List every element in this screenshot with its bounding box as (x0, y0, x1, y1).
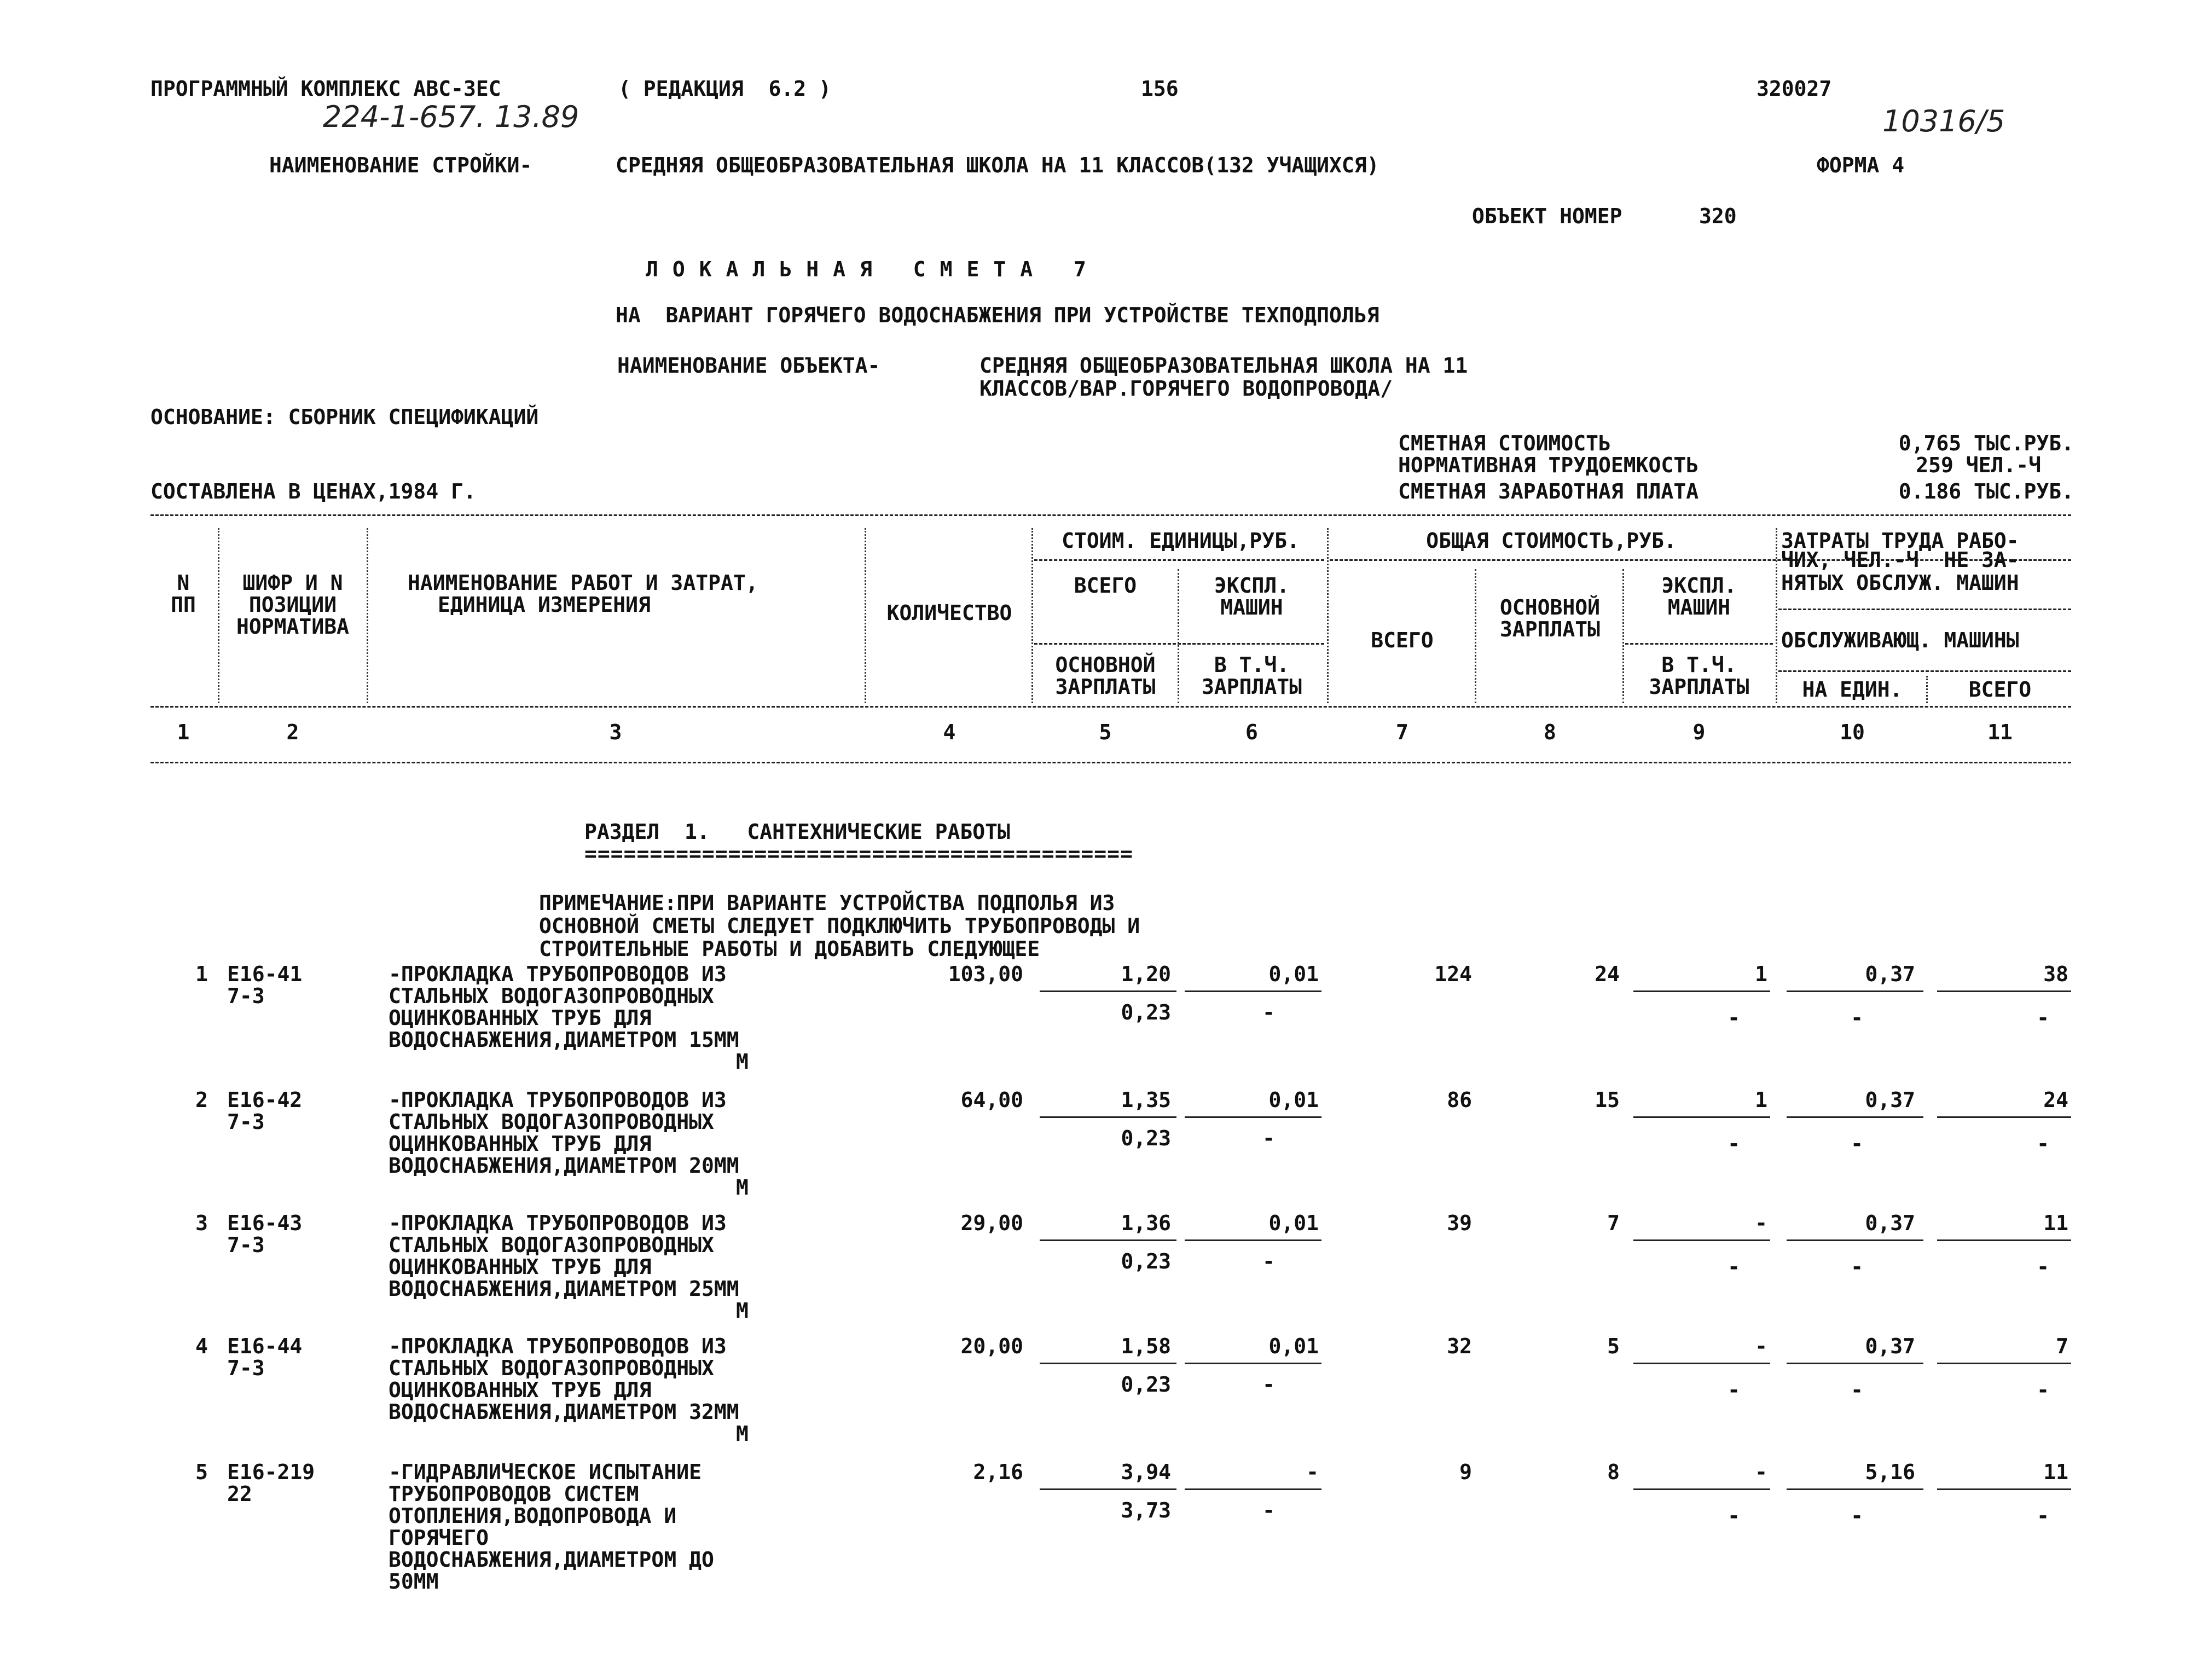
header-rule (1034, 643, 1324, 645)
row-description: ВОДОСНАБЖЕНИЯ,ДИАМЕТРОМ 32ММ (389, 1400, 739, 1424)
column-separator (218, 528, 219, 703)
row-service-total: - (2037, 1132, 2049, 1156)
row-description: ВОДОСНАБЖЕНИЯ,ДИАМЕТРОМ 25ММ (389, 1277, 739, 1301)
row-unit-total: 1,20 (1121, 962, 1171, 986)
row-service-total: - (2037, 1006, 2049, 1030)
row-description: ВОДОСНАБЖЕНИЯ,ДИАМЕТРОМ ДО (389, 1548, 714, 1572)
row-unit-wage: 0,23 (1121, 1126, 1171, 1150)
row-number: 4 (195, 1334, 208, 1358)
note-line: ОСНОВНОЙ СМЕТЫ СЛЕДУЕТ ПОДКЛЮЧИТЬ ТРУБОПРОВОДЫ И (539, 914, 1140, 938)
row-total-incl: - (1728, 1132, 1740, 1156)
summary-value: 259 ЧЕЛ.-Ч (1916, 453, 2041, 477)
construction-label: НАИМЕНОВАНИЕ СТРОЙКИ- (269, 153, 532, 177)
row-labor-unit: 0,37 (1865, 1334, 1915, 1358)
row-labor-unit: 5,16 (1865, 1460, 1915, 1484)
row-description: -ГИДРАВЛИЧЕСКОЕ ИСПЫТАНИЕ (389, 1460, 702, 1484)
row-total-wage: 5 (1607, 1334, 1620, 1358)
section-title: РАЗДЕЛ 1. САНТЕХНИЧЕСКИЕ РАБОТЫ (584, 820, 1010, 844)
fraction-rule (1787, 1488, 1923, 1490)
object-number: 320 (1699, 204, 1737, 228)
fraction-rule (1040, 1363, 1176, 1364)
fraction-rule (1185, 1239, 1321, 1241)
row-description: СТАЛЬНЫХ ВОДОГАЗОПРОВОДНЫХ (389, 1233, 714, 1257)
row-number: 2 (195, 1088, 208, 1112)
row-description: ОЦИНКОВАННЫХ ТРУБ ДЛЯ (389, 1255, 652, 1279)
row-description: -ПРОКЛАДКА ТРУБОПРОВОДОВ ИЗ (389, 1088, 727, 1112)
row-total: 39 (1447, 1211, 1472, 1235)
header-rule (1778, 609, 2071, 610)
row-unit-total: 1,35 (1121, 1088, 1171, 1112)
row-total: 86 (1447, 1088, 1472, 1112)
fraction-rule (1787, 1116, 1923, 1118)
header-col4: КОЛИЧЕСТВО (886, 601, 1012, 625)
fraction-rule (1787, 1239, 1923, 1241)
column-number: 7 (1396, 720, 1408, 744)
row-unit-incl: - (1262, 1249, 1275, 1273)
row-total: 124 (1434, 962, 1472, 986)
handwritten-sheet-number: 10316/5 (1882, 104, 2005, 138)
header-col2: ПОЗИЦИИ (248, 593, 337, 617)
fraction-rule (1040, 1488, 1176, 1490)
column-separator (1622, 569, 1624, 703)
row-quantity: 29,00 (960, 1211, 1023, 1235)
fraction-rule (1787, 1363, 1923, 1364)
row-quantity: 2,16 (973, 1460, 1023, 1484)
column-separator (865, 528, 866, 703)
row-labor-total: 11 (2043, 1460, 2068, 1484)
header-rule (1625, 643, 1773, 645)
column-separator (1776, 528, 1777, 703)
row-unit-wage: 3,73 (1121, 1498, 1171, 1522)
header-labor-service: ОБСЛУЖИВАЮЩ. МАШИНЫ (1781, 628, 2019, 652)
header-total-all: ВСЕГО (1371, 628, 1434, 652)
form-number: ФОРМА 4 (1817, 153, 1905, 177)
header-col1: ПП (171, 593, 196, 617)
fraction-rule (1937, 1363, 2071, 1364)
row-service-unit: - (1851, 1132, 1863, 1156)
header-total-machines: ЭКСПЛ. (1661, 573, 1737, 598)
row-unit-machines: 0,01 (1268, 1334, 1319, 1358)
row-total-wage: 8 (1607, 1460, 1620, 1484)
header-labor: ЧИХ, ЧЕЛ.-Ч НЕ ЗА- (1781, 548, 2019, 572)
row-code: Е16-43 (227, 1211, 303, 1235)
row-service-unit: - (1851, 1504, 1863, 1528)
construction-name: СРЕДНЯЯ ОБЩЕОБРАЗОВАТЕЛЬНАЯ ШКОЛА НА 11 КЛАССОВ(132 УЧАЩИХСЯ) (616, 153, 1379, 177)
row-total-incl: - (1728, 1255, 1740, 1279)
row-service-unit: - (1851, 1255, 1863, 1279)
column-separator (1926, 676, 1928, 703)
header-rule (1778, 670, 2071, 672)
header-total-cost: ОБЩАЯ СТОИМОСТЬ,РУБ. (1426, 529, 1677, 553)
column-separator (1475, 569, 1476, 703)
fraction-rule (1185, 1488, 1321, 1490)
row-service-total: - (2037, 1255, 2049, 1279)
row-unit-incl: - (1262, 1498, 1275, 1522)
column-number: 3 (609, 720, 622, 744)
row-labor-total: 7 (2056, 1334, 2068, 1358)
section-underline: ========================================== (584, 842, 1133, 866)
header-rule (1034, 559, 1324, 561)
row-service-unit: - (1851, 1006, 1863, 1030)
header-unit-wage: ОСНОВНОЙ (1055, 653, 1156, 677)
row-description: М (736, 1175, 749, 1200)
header-col1: N (177, 571, 190, 595)
row-description: СТАЛЬНЫХ ВОДОГАЗОПРОВОДНЫХ (389, 984, 714, 1008)
row-description: М (736, 1050, 749, 1074)
fraction-rule (1937, 990, 2071, 992)
row-unit-machines: 0,01 (1268, 1088, 1319, 1112)
row-description: ВОДОСНАБЖЕНИЯ,ДИАМЕТРОМ 20ММ (389, 1154, 739, 1178)
column-number: 9 (1692, 720, 1706, 744)
row-unit-wage: 0,23 (1121, 1000, 1171, 1024)
column-number: 8 (1544, 720, 1556, 744)
row-labor-total: 24 (2043, 1088, 2068, 1112)
row-description: ОЦИНКОВАННЫХ ТРУБ ДЛЯ (389, 1006, 652, 1030)
row-total: 9 (1459, 1460, 1472, 1484)
table-top-rule (150, 514, 2071, 516)
row-labor-total: 38 (2043, 962, 2068, 986)
object-name-line1: СРЕДНЯЯ ОБЩЕОБРАЗОВАТЕЛЬНАЯ ШКОЛА НА 11 (979, 354, 1468, 378)
document-subtitle: НА ВАРИАНТ ГОРЯЧЕГО ВОДОСНАБЖЕНИЯ ПРИ УСТРОЙСТВЕ ТЕХПОДПОЛЬЯ (616, 303, 1379, 327)
row-description: -ПРОКЛАДКА ТРУБОПРОВОДОВ ИЗ (389, 1211, 727, 1235)
row-total-machines: - (1755, 1334, 1767, 1358)
row-unit-total: 1,36 (1121, 1211, 1171, 1235)
fraction-rule (1633, 1363, 1770, 1364)
row-service-total: - (2037, 1378, 2049, 1402)
fraction-rule (1633, 1488, 1770, 1490)
note-line: СТРОИТЕЛЬНЫЕ РАБОТЫ И ДОБАВИТЬ СЛЕДУЮЩЕЕ (539, 937, 1040, 961)
row-total: 32 (1447, 1334, 1472, 1358)
row-code-sub: 7-3 (227, 1233, 265, 1257)
table-header-rule (150, 706, 2071, 708)
header-unit-incl: В Т.Ч. (1214, 653, 1290, 677)
header-total-incl: В Т.Ч. (1661, 653, 1737, 677)
row-unit-machines: - (1306, 1460, 1319, 1484)
row-unit-total: 3,94 (1121, 1460, 1171, 1484)
summary-value: 0.186 ТЫС.РУБ. (1898, 479, 2074, 503)
row-labor-unit: 0,37 (1865, 1088, 1915, 1112)
header-labor: ЗАТРАТЫ ТРУДА РАБО- (1781, 529, 2019, 553)
prices-text: СОСТАВЛЕНА В ЦЕНАХ,1984 Г. (150, 479, 476, 503)
column-number: 10 (1840, 720, 1865, 744)
header-col3: ЕДИНИЦА ИЗМЕРЕНИЯ (438, 593, 651, 617)
basis-text: ОСНОВАНИЕ: СБОРНИК СПЕЦИФИКАЦИЙ (150, 405, 539, 429)
fraction-rule (1787, 990, 1923, 992)
row-total-machines: - (1755, 1460, 1767, 1484)
note-line: ПРИМЕЧАНИЕ:ПРИ ВАРИАНТЕ УСТРОЙСТВА ПОДПОЛЬЯ ИЗ (539, 891, 1115, 915)
page-number: 156 (1141, 77, 1179, 101)
document-code: 320027 (1757, 77, 1832, 101)
row-code: Е16-44 (227, 1334, 303, 1358)
row-total-wage: 15 (1595, 1088, 1620, 1112)
row-total-wage: 24 (1595, 962, 1620, 986)
column-separator (1031, 528, 1033, 703)
header-unit-machines: ЭКСПЛ. (1214, 573, 1290, 598)
row-description: ТРУБОПРОВОДОВ СИСТЕМ (389, 1482, 639, 1506)
row-total-incl: - (1728, 1006, 1740, 1030)
column-number: 2 (286, 720, 299, 744)
header-total-wage: ОСНОВНОЙ (1499, 595, 1601, 619)
row-description: -ПРОКЛАДКА ТРУБОПРОВОДОВ ИЗ (389, 1334, 727, 1358)
row-service-total: - (2037, 1504, 2049, 1528)
row-quantity: 103,00 (948, 962, 1023, 986)
row-total-wage: 7 (1607, 1211, 1620, 1235)
row-unit-incl: - (1262, 1126, 1275, 1150)
row-service-unit: - (1851, 1378, 1863, 1402)
row-total-incl: - (1728, 1378, 1740, 1402)
row-labor-unit: 0,37 (1865, 1211, 1915, 1235)
row-description: ОТОПЛЕНИЯ,ВОДОПРОВОДА И (389, 1504, 677, 1528)
row-quantity: 20,00 (960, 1334, 1023, 1358)
column-number: 5 (1099, 720, 1112, 744)
row-unit-wage: 0,23 (1121, 1372, 1171, 1397)
column-number: 4 (943, 720, 956, 744)
row-description: ОЦИНКОВАННЫХ ТРУБ ДЛЯ (389, 1132, 652, 1156)
row-labor-unit: 0,37 (1865, 962, 1915, 986)
row-unit-wage: 0,23 (1121, 1249, 1171, 1273)
fraction-rule (1040, 990, 1176, 992)
header-col2: ШИФР И N (242, 571, 343, 595)
row-number: 3 (195, 1211, 208, 1235)
row-unit-incl: - (1262, 1372, 1275, 1397)
header-total-wage: ЗАРПЛАТЫ (1499, 617, 1601, 641)
fraction-rule (1937, 1239, 2071, 1241)
program-name: ПРОГРАММНЫЙ КОМПЛЕКС АВС-3ЕС (150, 77, 501, 101)
fraction-rule (1633, 1116, 1770, 1118)
header-total-machines: МАШИН (1667, 595, 1731, 619)
header-col2: НОРМАТИВА (236, 615, 349, 639)
row-code: Е16-41 (227, 962, 303, 986)
row-description: ОЦИНКОВАННЫХ ТРУБ ДЛЯ (389, 1378, 652, 1402)
object-name-label: НАИМЕНОВАНИЕ ОБЪЕКТА- (617, 354, 880, 378)
fraction-rule (1040, 1116, 1176, 1118)
row-total-incl: - (1728, 1504, 1740, 1528)
row-code-sub: 7-3 (227, 1356, 265, 1380)
header-labor: НЯТЫХ ОБСЛУЖ. МАШИН (1781, 571, 2019, 595)
row-description: М (736, 1422, 749, 1446)
row-number: 5 (195, 1460, 208, 1484)
row-total-machines: - (1755, 1211, 1767, 1235)
object-label: ОБЪЕКТ НОМЕР (1472, 204, 1622, 228)
header-unit-machines: МАШИН (1220, 595, 1283, 619)
row-total-machines: 1 (1755, 962, 1767, 986)
header-unit-cost: СТОИМ. ЕДИНИЦЫ,РУБ. (1062, 529, 1300, 553)
edition-label: ( РЕДАКЦИЯ 6.2 ) (618, 77, 831, 101)
fraction-rule (1937, 1488, 2071, 1490)
fraction-rule (1633, 990, 1770, 992)
column-separator (1327, 528, 1329, 703)
header-unit-incl: ЗАРПЛАТЫ (1201, 675, 1302, 699)
row-labor-total: 11 (2043, 1211, 2068, 1235)
column-number: 1 (177, 720, 190, 744)
header-labor-unit: НА ЕДИН. (1802, 677, 1903, 702)
row-unit-total: 1,58 (1121, 1334, 1171, 1358)
fraction-rule (1185, 1116, 1321, 1118)
column-separator (367, 528, 368, 703)
row-unit-machines: 0,01 (1268, 962, 1319, 986)
row-code-sub: 7-3 (227, 984, 265, 1008)
summary-label: НОРМАТИВНАЯ ТРУДОЕМКОСТЬ (1398, 453, 1699, 477)
fraction-rule (1633, 1239, 1770, 1241)
summary-label: СМЕТНАЯ СТОИМОСТЬ (1398, 431, 1611, 455)
row-unit-machines: 0,01 (1268, 1211, 1319, 1235)
header-unit-wage: ЗАРПЛАТЫ (1055, 675, 1156, 699)
row-description: М (736, 1299, 749, 1323)
row-description: СТАЛЬНЫХ ВОДОГАЗОПРОВОДНЫХ (389, 1356, 714, 1380)
row-description: 50ММ (389, 1569, 439, 1594)
fraction-rule (1185, 1363, 1321, 1364)
fraction-rule (1937, 1116, 2071, 1118)
row-total-machines: 1 (1755, 1088, 1767, 1112)
row-description: ВОДОСНАБЖЕНИЯ,ДИАМЕТРОМ 15ММ (389, 1028, 739, 1052)
summary-value: 0,765 ТЫС.РУБ. (1898, 431, 2074, 455)
row-description: ГОРЯЧЕГО (389, 1526, 489, 1550)
row-code-sub: 7-3 (227, 1110, 265, 1134)
handwritten-project-number: 224-1-657. 13.89 (323, 100, 579, 134)
row-number: 1 (195, 962, 208, 986)
header-unit-total: ВСЕГО (1074, 573, 1137, 598)
header-col3: НАИМЕНОВАНИЕ РАБОТ И ЗАТРАТ, (408, 571, 758, 595)
row-unit-incl: - (1262, 1000, 1275, 1024)
row-code-sub: 22 (227, 1482, 252, 1506)
column-number: 11 (1987, 720, 2013, 744)
header-labor-total: ВСЕГО (1968, 677, 2032, 702)
row-description: СТАЛЬНЫХ ВОДОГАЗОПРОВОДНЫХ (389, 1110, 714, 1134)
column-number: 6 (1245, 720, 1258, 744)
header-total-incl: ЗАРПЛАТЫ (1649, 675, 1749, 699)
row-code: Е16-42 (227, 1088, 303, 1112)
fraction-rule (1185, 990, 1321, 992)
table-header-bottom-rule (150, 762, 2071, 763)
object-name-line2: КЛАССОВ/ВАР.ГОРЯЧЕГО ВОДОПРОВОДА/ (979, 376, 1393, 401)
fraction-rule (1040, 1239, 1176, 1241)
row-code: Е16-219 (227, 1460, 315, 1484)
summary-label: СМЕТНАЯ ЗАРАБОТНАЯ ПЛАТА (1398, 479, 1699, 503)
document-title: ЛОКАЛЬНАЯ СМЕТА 7 (646, 257, 1100, 281)
row-description: -ПРОКЛАДКА ТРУБОПРОВОДОВ ИЗ (389, 962, 727, 986)
row-quantity: 64,00 (960, 1088, 1023, 1112)
